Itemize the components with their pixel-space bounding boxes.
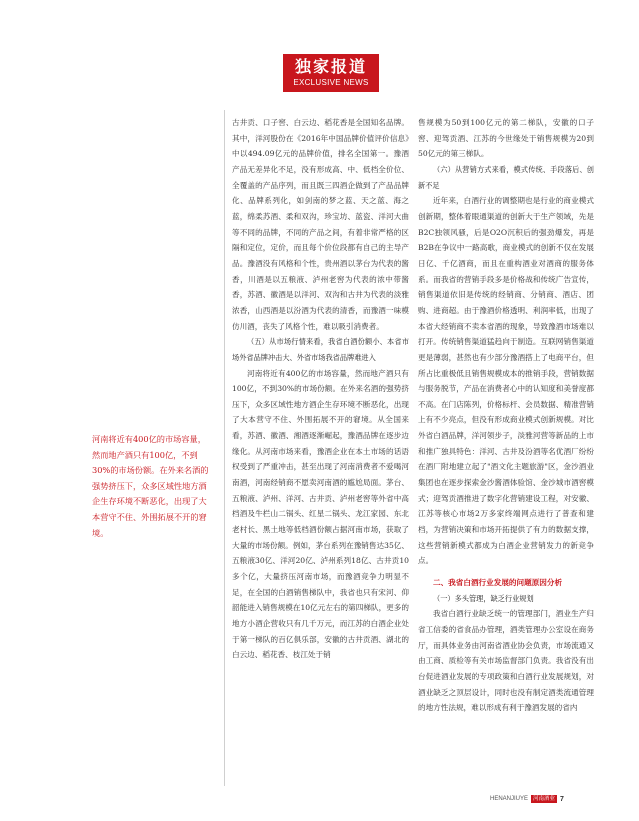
page-number: 7 xyxy=(560,795,564,803)
subsection-heading: （五）从市场行情来看，我省白酒份额小、本省市场外省品牌冲击大、外省市场我省品牌难进入 xyxy=(232,337,409,362)
paragraph: 售规模为50到100亿元的第二梯队，安徽的口子窖、迎驾贡酒、江苏的今世缘处于销售规模为20到50亿元的第三梯队。 xyxy=(418,118,594,159)
section-subtitle: EXCLUSIVE NEWS xyxy=(293,78,369,87)
paragraph: 河南将近有400亿的市场容量，然而地产酒只有100亿，不到30%的市场份额。在外来名酒的强势挤压下，众多区域性地方酒企生存环境不断恶化，出现了大本营守不住、外围拓展不开的窘境。从全国来看，苏酒、徽酒、湘酒逐渐崛起，豫酒品牌在逐步边缘化。从河南市场来看，豫酒企业在本土市场的话语权受到了严重冲击，甚至出现了河南消费者不爱喝河南酒，河南经销商不愿卖河南酒的尴尬局面。茅台、五粮液、泸州、洋河、古井贡、泸州老窖等外省中高档酒及牛栏山二锅头、红星二锅头、龙江家园、东北老村长、黑土地等低档酒份额占据河南市场，获取了大量的市场份额。例如，茅台系列在豫销售达35亿、五粮液30亿、洋河20亿、泸州系列18亿、古井贡10多个亿，大量挤压河南市场，而豫酒竞争力明显不足，在全国的白酒销售梯队中，我省也只有宋河、仰韶能进入销售规模在10亿元左右的第四梯队，更多的地方小酒企营收只有几千万元，而江苏的白酒企业处于第一梯队的百亿俱乐部，安徽的古井贡酒、湖北的白云边、稻花香、枝江处于销 xyxy=(232,368,409,660)
article-column-2 xyxy=(418,115,594,805)
paragraph: 古井贡、口子窖、白云边、稻花香是全国知名品牌。其中，洋河股份在《2016年中国品牌价值评价信息》中以494.09亿元的品牌价值，排名全国第一。豫酒产品无差异化不足，没有形成高、中、低档全价位、全覆盖的产品序列，而且既三四酒企做到了产品品牌化、品牌系列化，如剑南的梦之蓝、天之蓝、海之蓝，绵柔苏酒、柔和双沟，珍宝坊、蓝瓷、洋河大曲等不同的品牌，不同的产品之间，有着非常严格的区隔和定位，定价，而且每个价位段都有自己的主导产品。豫酒没有风格和个性，贵州酒以茅台为代表的酱香，川酒是以五粮液、泸州老窖为代表的浓中带酱香，苏酒、徽酒是以洋河、双沟和古井为代表的淡雅浓香，山西酒是以汾酒为代表的清香，而豫酒一味模仿川酒，丧失了风格个性，难以吸引消费者。 xyxy=(232,118,409,331)
subsection-heading: （六）从营销方式来看，模式传统、手段落后、创新不足 xyxy=(418,164,594,190)
magazine-name: HENANJIUYE xyxy=(490,796,529,802)
article-column-1 xyxy=(232,115,409,805)
paragraph: 近年来，白酒行业的调整期也是行业的商业模式创新期，整体着眼通渠道的创新大于生产领域，先是B2C独领风骚，后是O2O沉积后的强劲爆发，再是B2B在争议中一路高歌，商业模式的创新不仅在发展日亿、千亿酒商，而且在重构酒业对酒商的服务体系。而我省的营销手段多是价格战和传统广告宣传，销售渠道依旧是传统的经销商、分销商、酒店、团购、进商超。由于豫酒价格透明、利润率低，出现了本省大经销商不卖本省酒的现象，导致豫酒市场难以打开。传统销售渠道猛趋向于制造。互联网销售渠道更是薄弱，甚然也有少部分豫酒搭上了电商平台，但所占比重极低且销售规模成本的推销手段，营销数据与服务脱节，产品在消费者心中的认知度和美誉度都不高。在门店陈列，价格标杆、会员数据、精准营销上有不少亮点，但没有形成商业模式创新规模。对比外省白酒品牌，洋河领步子，淡雅河营等新品的上市和推广独具特色：洋河、古井及汾酒等名优酒厂纷纷在酒厂附地建立起了"酒文化主题旅游"区，金沙酒业集团也在逐步探索金沙酱酒体验馆、金沙城市酒窖模式；迎驾贡酒推进了数字化营销建设工程，对安徽、江苏等核心市场2万多家终端网点进行了普查和建档，为营销决策和市场开拓提供了有力的数据支撑，这些营销新模式都成为白酒企业营销发力的新竞争点。 xyxy=(418,196,594,566)
magazine-tag: 河南酒业 xyxy=(533,796,556,802)
pull-quote: 河南将近有400亿的市场容量，然而地产酒只有100亿，不到30%的市场份额。在外来名酒的强势挤压下，众多区域性地方酒企生存环境不断恶化，出现了大本营守不住、外围拓展不开的窘境。 xyxy=(92,434,209,538)
section-heading: 二、我省白酒行业发展的问题原因分析 xyxy=(433,578,563,588)
column-divider xyxy=(224,110,225,786)
section-header-badge xyxy=(283,54,379,92)
section-title: 独家报道 xyxy=(294,57,367,76)
subsection-heading: （一）多头管理，缺乏行业规划 xyxy=(433,593,534,603)
page-footer xyxy=(490,795,564,803)
paragraph: 我省白酒行业缺乏统一的管理部门，酒业生产归省工信委的省食品办管理，酒类管理办公室设在商务厅，而具体业务由河南省酒业协会负责，市场流通又由工商、质检等有关市场监督部门负责。我省没有出台促进酒业发展的专项政策和白酒行业发展规划，对酒业缺乏之顶层设计，同时也没有制定酒类流通管理的地方性法规，难以形成有利于豫酒发展的省内 xyxy=(418,609,594,713)
